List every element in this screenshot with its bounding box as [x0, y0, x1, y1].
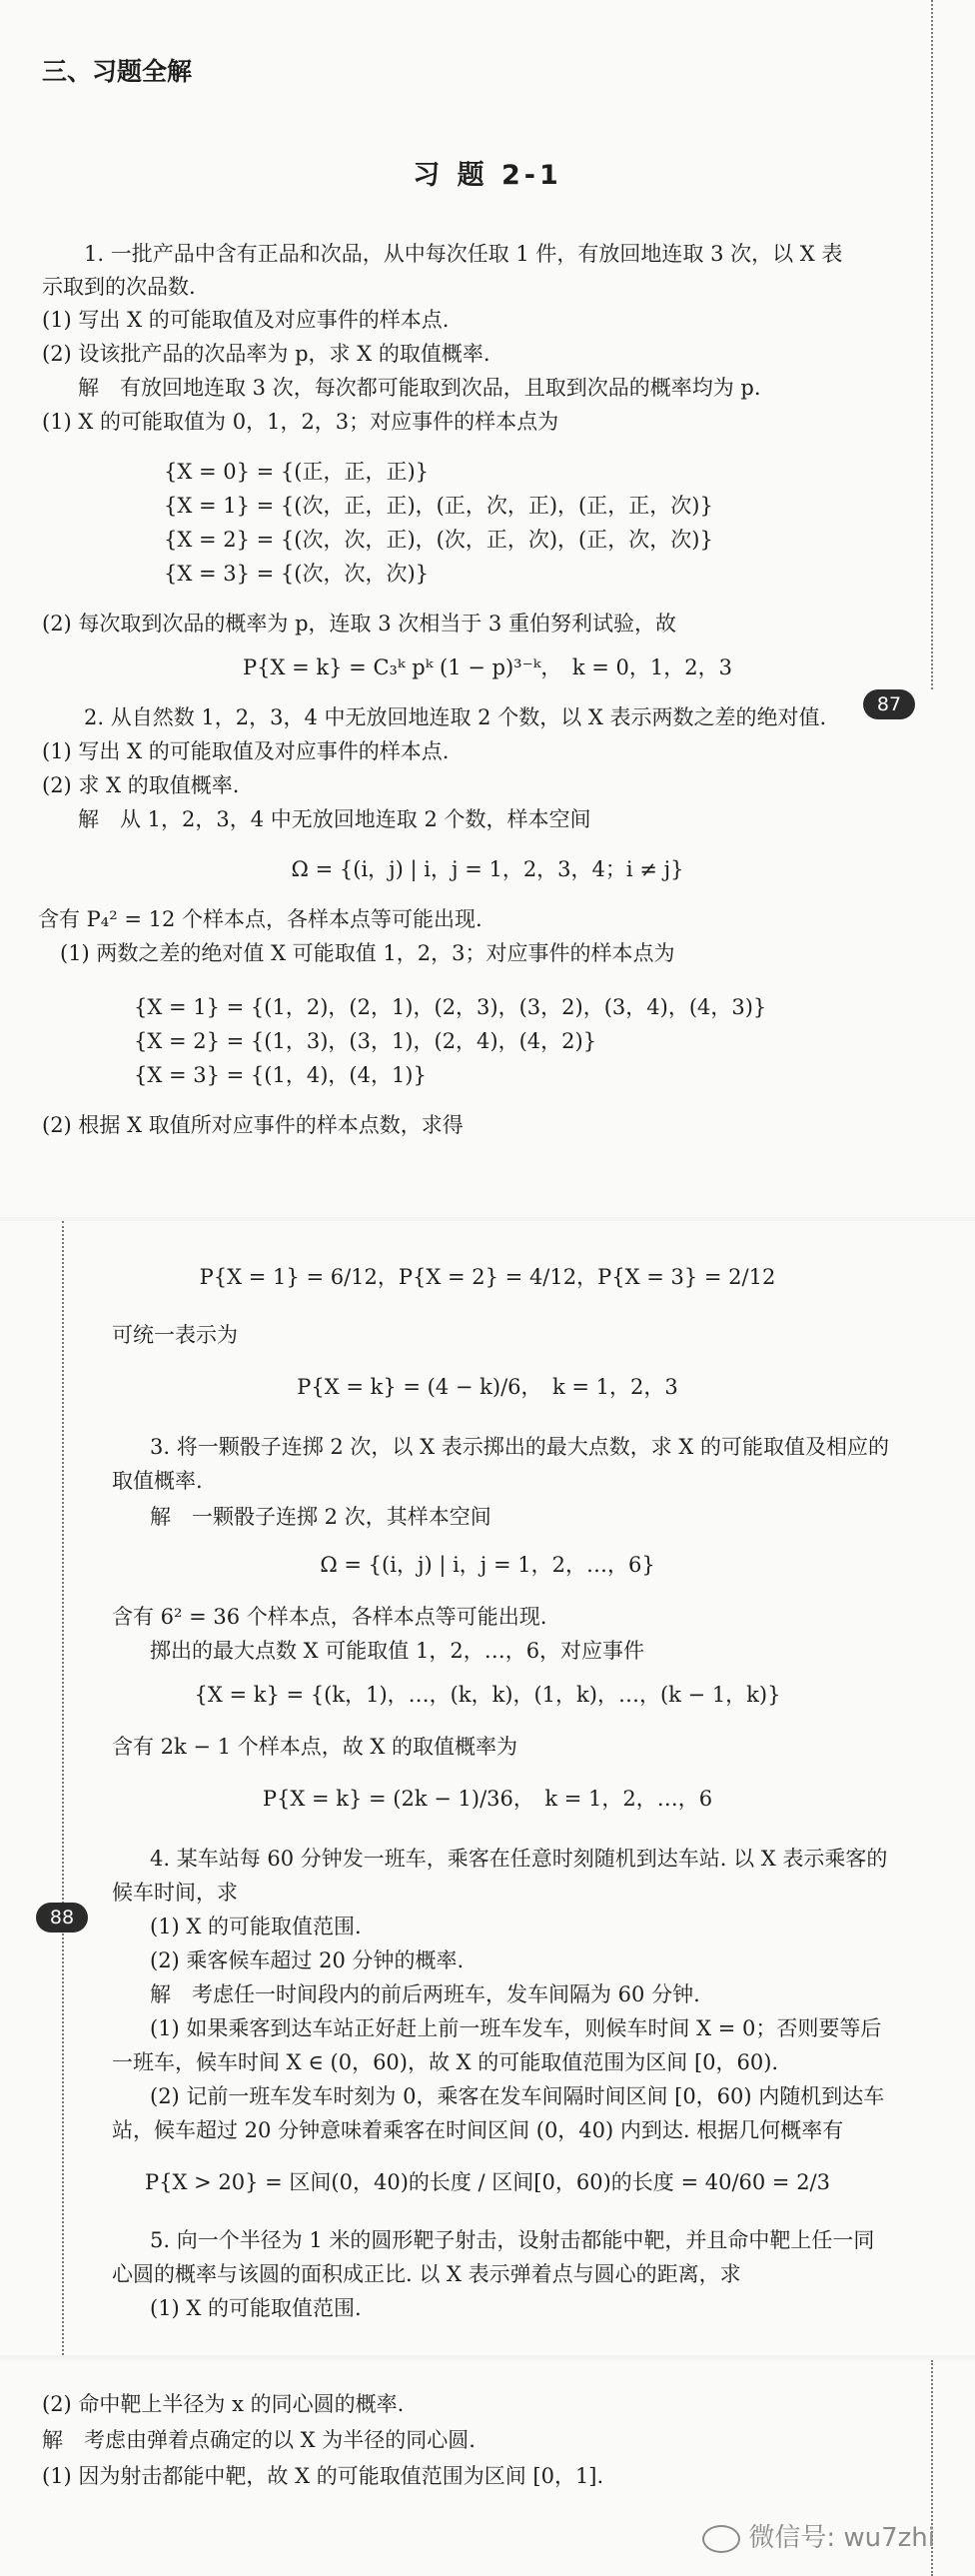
- text-line: 候车时间，求: [112, 1881, 238, 1905]
- text-line: (1) X 的可能取值范围.: [150, 1915, 362, 1938]
- formula-line: {X = 2} = {(次，次，正)，(次，正，次)，(正，次，次)}: [164, 528, 713, 552]
- formula-line: Ω = {(i，j) | i，j = 1，2，3，4；i ≠ j}: [291, 857, 684, 881]
- text-line: (1) 写出 X 的可能取值及对应事件的样本点.: [42, 308, 450, 332]
- text-line: (2) 设该批产品的次品率为 p，求 X 的取值概率.: [42, 342, 490, 366]
- text-line: 站，候车超过 20 分钟意味着乘客在时间区间 (0，40) 内到达. 根据几何概率有: [112, 2118, 844, 2142]
- formula-line: {X = 1} = {(次，正，正)，(正，次，正)，(正，正，次)}: [164, 494, 713, 518]
- page-88: [0, 1221, 975, 2355]
- section-heading: 三、习题全解: [42, 57, 193, 86]
- text-line: 一班车，候车时间 X ∈ (0，60)，故 X 的可能取值范围为区间 [0，60).: [112, 2050, 779, 2074]
- text-line: 5. 向一个半径为 1 米的圆形靶子射击，设射击都能中靶，并且命中靶上任一同: [150, 2228, 875, 2252]
- formula-line: Ω = {(i，j) | i，j = 1，2，…，6}: [320, 1553, 655, 1577]
- margin-dotted-line: [931, 0, 933, 689]
- text-line: (1) 如果乘客到达车站正好赶上前一班车发车，则候车时间 X = 0；否则要等后: [150, 2016, 882, 2040]
- text-line: 可统一表示为: [112, 1323, 238, 1347]
- watermark: [702, 2517, 935, 2554]
- watermark-text: 微信号: wu7zhi: [748, 2523, 935, 2553]
- formula-line: P{X = 1} = 6/12，P{X = 2} = 4/12，P{X = 3} = 2/12: [199, 1265, 776, 1289]
- text-line: 取值概率.: [112, 1469, 203, 1493]
- exercise-title: 习 题 2-1: [413, 160, 562, 191]
- text-line: 含有 6² = 36 个样本点，各样本点等可能出现.: [112, 1605, 547, 1629]
- formula-line: P{X = k} = C₃ᵏ pᵏ (1 − p)³⁻ᵏ， k = 0，1，2，3: [243, 655, 732, 679]
- solution-line: 解 考虑任一时间段内的前后两班车，发车间隔为 60 分钟.: [150, 1982, 700, 2006]
- formula-line: {X = 3} = {(1，4)，(4，1)}: [134, 1063, 427, 1087]
- text-line: 含有 P₄² = 12 个样本点，各样本点等可能出现.: [38, 907, 483, 931]
- formula-line: {X = 3} = {(次，次，次)}: [164, 562, 430, 586]
- page-number-badge: 87: [863, 689, 915, 719]
- text-line: 心圆的概率与该圆的面积成正比. 以 X 表示弹着点与圆心的距离，求: [112, 2262, 741, 2286]
- text-line: (2) 乘客候车超过 20 分钟的概率.: [150, 1948, 465, 1972]
- text-line: 3. 将一颗骰子连掷 2 次，以 X 表示掷出的最大点数，求 X 的可能取值及相应的: [150, 1435, 890, 1459]
- text-line: 4. 某车站每 60 分钟发一班车，乘客在任意时刻随机到达车站. 以 X 表示乘客的: [150, 1847, 888, 1871]
- formula-line: {X = 0} = {(正，正，正)}: [164, 460, 430, 484]
- text-line: (1) X 的可能取值为 0，1，2，3；对应事件的样本点为: [42, 410, 559, 434]
- formula-line: P{X = k} = (4 − k)/6， k = 1，2，3: [297, 1375, 678, 1399]
- formula-line: {X = k} = {(k，1)，…，(k，k)，(1，k)，…，(k − 1，k)}: [194, 1683, 781, 1707]
- text-line: 1. 一批产品中含有正品和次品，从中每次任取 1 件，有放回地连取 3 次，以 X 表: [84, 242, 843, 266]
- page-number-badge: 88: [36, 1903, 88, 1932]
- text-line: (2) 命中靶上半径为 x 的同心圆的概率.: [42, 2392, 405, 2416]
- solution-line: 解 从 1，2，3，4 中无放回地连取 2 个数，样本空间: [78, 807, 591, 831]
- text-line: (2) 每次取到次品的概率为 p，连取 3 次相当于 3 重伯努利试验，故: [42, 612, 676, 636]
- text-line: (1) X 的可能取值范围.: [150, 2296, 362, 2320]
- formula-line: {X = 1} = {(1，2)，(2，1)，(2，3)，(3，2)，(3，4)，(4，3)}: [134, 995, 767, 1019]
- solution-line: 解 有放回地连取 3 次，每次都可能取到次品，且取到次品的概率均为 p.: [78, 376, 761, 400]
- text-line: (1) 两数之差的绝对值 X 可能取值 1，2，3；对应事件的样本点为: [60, 941, 675, 965]
- text-line: 含有 2k − 1 个样本点，故 X 的取值概率为: [112, 1735, 518, 1759]
- wechat-icon: [702, 2525, 740, 2553]
- formula-line: P{X > 20} = 区间(0，40)的长度 / 区间[0，60)的长度 = 40/60 = 2/3: [145, 2170, 830, 2194]
- text-line: (2) 根据 X 取值所对应事件的样本点数，求得: [42, 1113, 464, 1137]
- page-89-fragment: [0, 2360, 975, 2576]
- text-line: (1) 写出 X 的可能取值及对应事件的样本点.: [42, 739, 450, 763]
- text-line: (2) 记前一班车发车时刻为 0，乘客在发车间隔时间区间 [0，60) 内随机到达车: [150, 2084, 885, 2108]
- text-line: (1) 因为射击都能中靶，故 X 的可能取值范围为区间 [0，1].: [42, 2464, 604, 2488]
- formula-line: {X = 2} = {(1，3)，(3，1)，(2，4)，(4，2)}: [134, 1029, 597, 1053]
- solution-line: 解 一颗骰子连掷 2 次，其样本空间: [150, 1505, 491, 1529]
- page-87: [0, 0, 975, 1217]
- text-line: (2) 求 X 的取值概率.: [42, 773, 240, 797]
- text-line: 示取到的次品数.: [42, 275, 196, 299]
- formula-line: P{X = k} = (2k − 1)/36， k = 1，2，…，6: [262, 1787, 713, 1811]
- solution-line: 解 考虑由弹着点确定的以 X 为半径的同心圆.: [42, 2428, 476, 2452]
- text-line: 掷出的最大点数 X 可能取值 1，2，…，6，对应事件: [150, 1639, 645, 1663]
- text-line: 2. 从自然数 1，2，3，4 中无放回地连取 2 个数，以 X 表示两数之差的绝对值.: [84, 705, 827, 729]
